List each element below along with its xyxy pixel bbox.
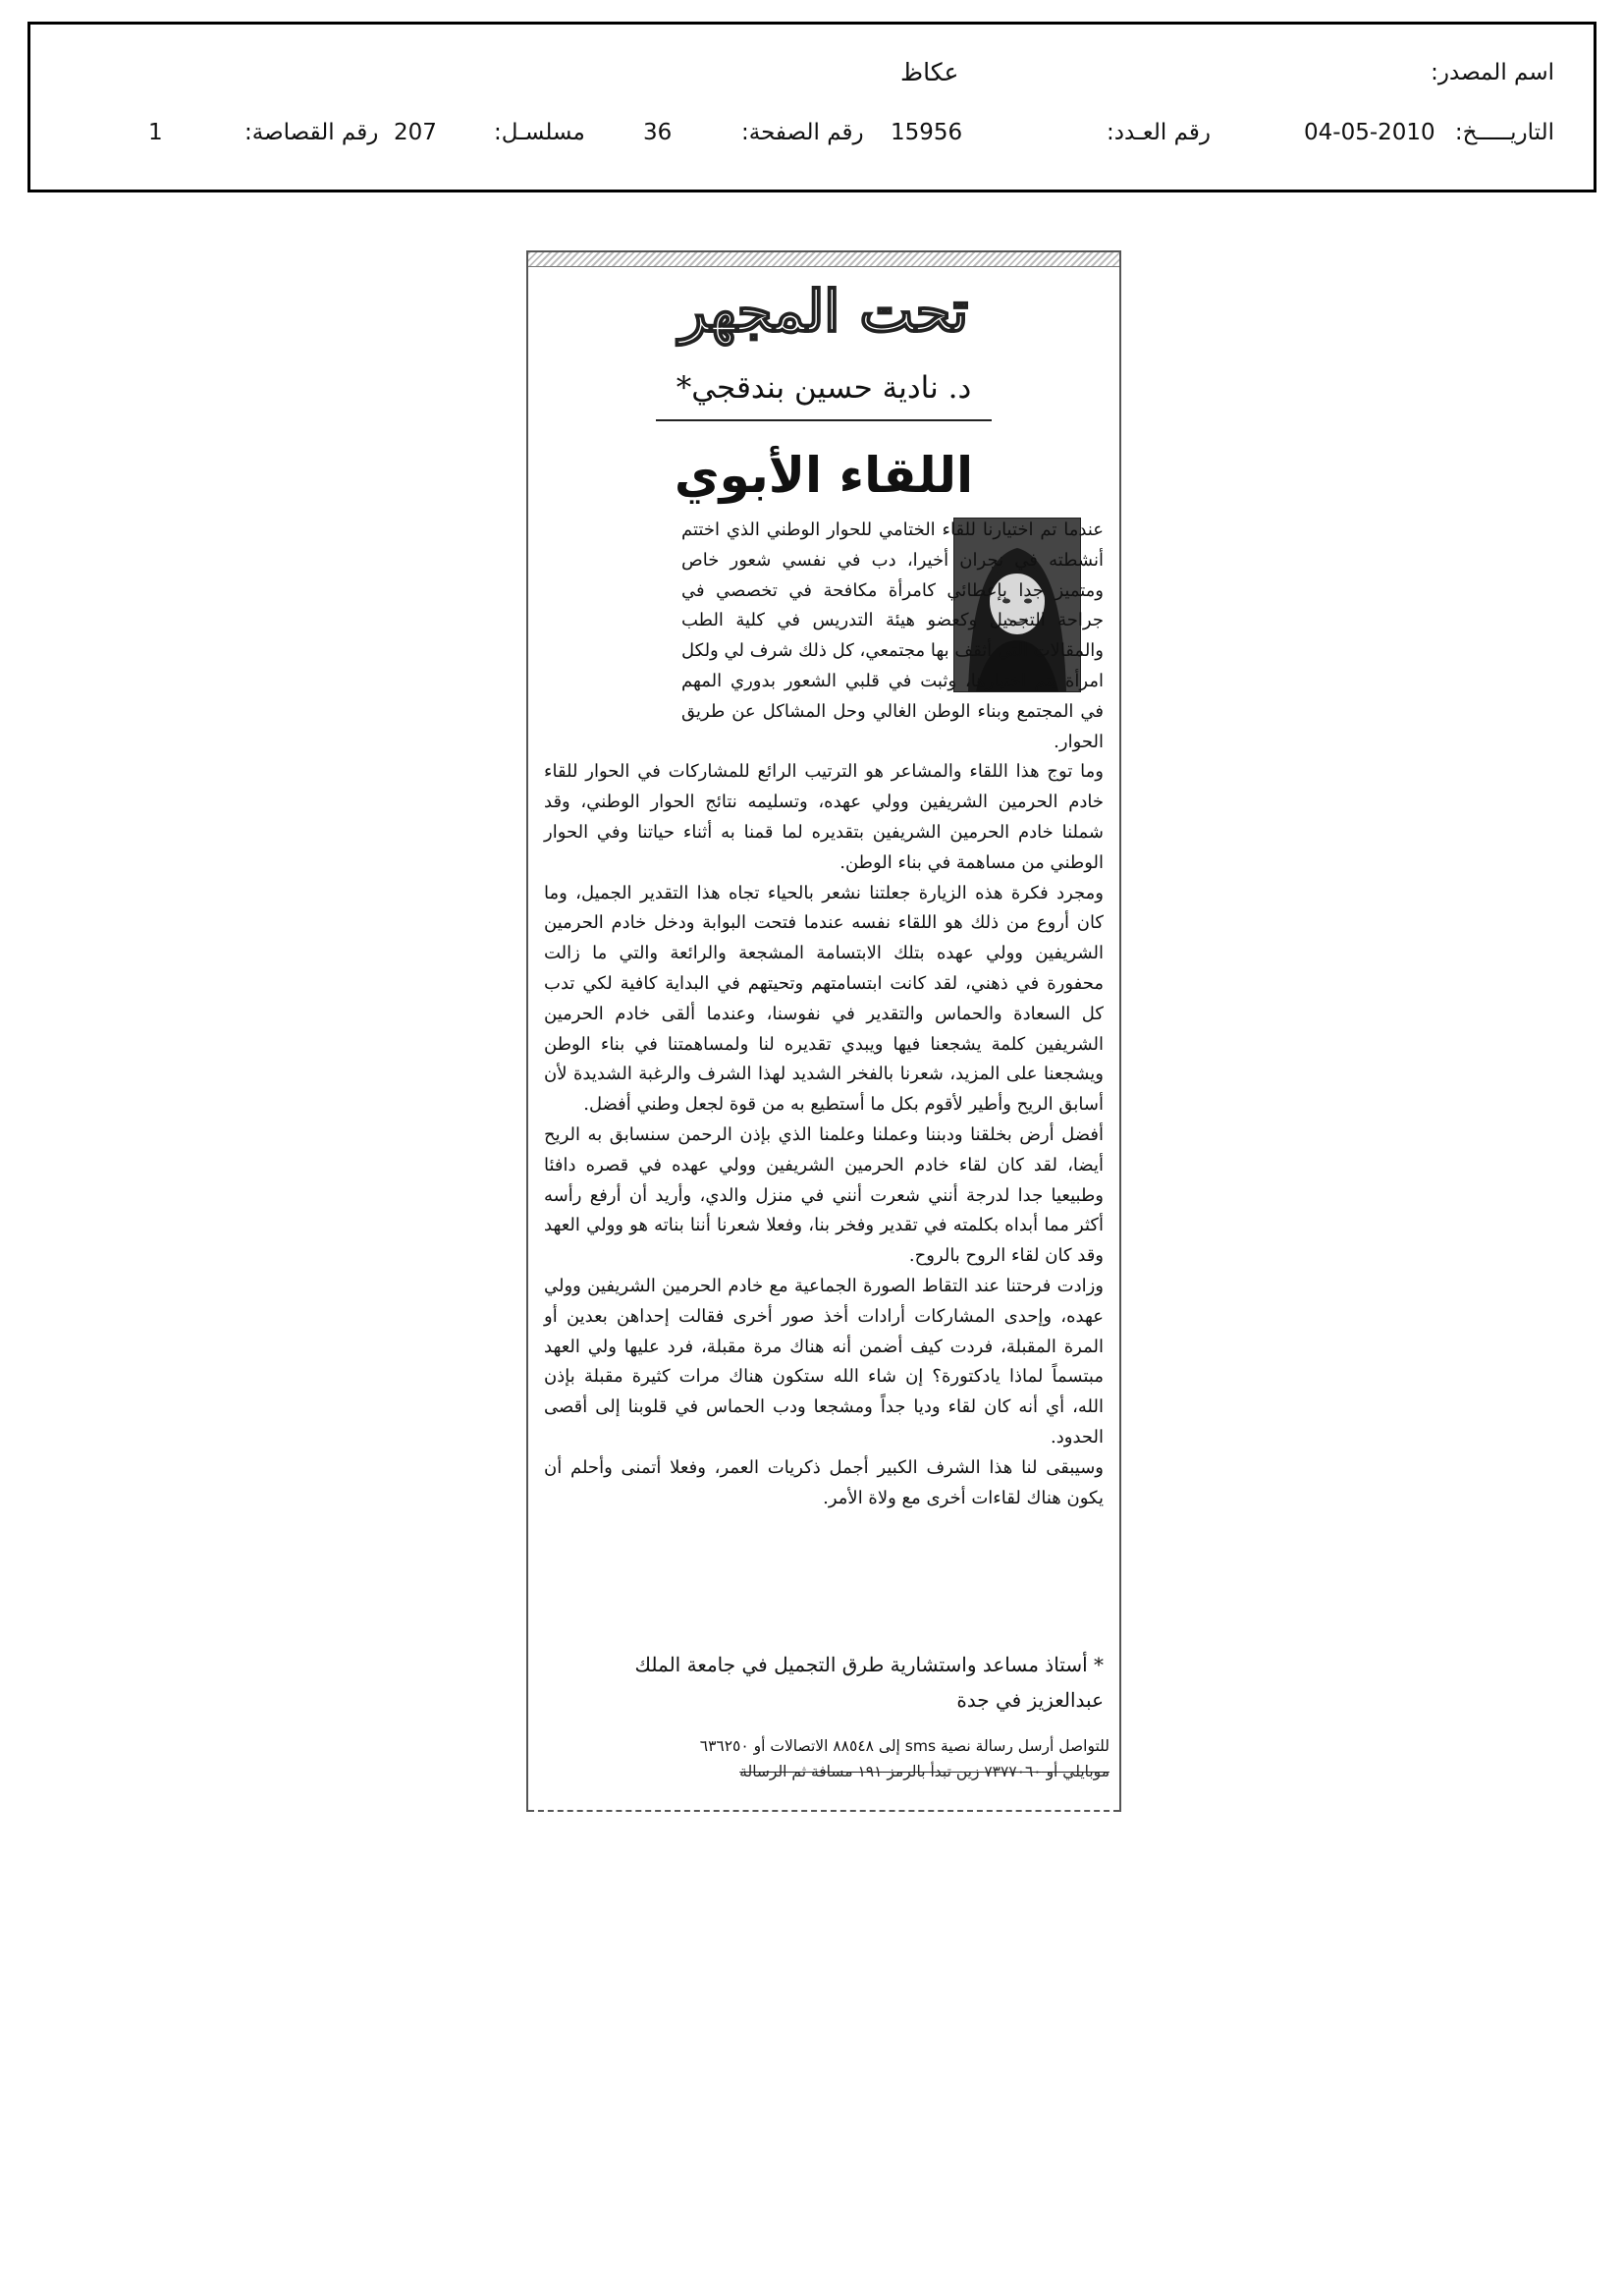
page-label: رقم الصفحة: (741, 120, 864, 145)
clipping-top-band (528, 252, 1119, 267)
date-label: التاريـــــخ: (1454, 120, 1554, 145)
header-box (27, 22, 1596, 192)
paragraph: عندما تم اختيارنا للقاء الختامي للحوار الوطني الذي اختتم أنشطته في نجران أخيرا، دب في نفسي شعور خاص ومتميز جدا بإعطائي كامرأة مكافحة في تخصصي في جراحة التجميل وكعضو هيئة التدريس في كلية الطب والمقالات التي أثقف بها مجتمعي، كل ذلك شرف لي ولكل امرأة يتم اختيارها، وثبت في قلبي الشعور بدوري المهم في المجتمع وبناء الوطن الغالي وحل المشاكل عن طريق الحوار. (681, 519, 1104, 752)
issue-label: رقم العـدد: (1107, 120, 1212, 145)
divider (656, 419, 992, 421)
clip-label: رقم القصاصة: (244, 120, 379, 145)
paragraph: وما توج هذا اللقاء والمشاعر هو الترتيب الرائع للمشاركات في الحوار للقاء خادم الحرمين الشريفين وولي عهده، وتسليمه نتائج الحوار الوطني، وقد شملنا خادم الحرمين الشريفين بتقديره لما قمنا به أثناء حياتنا وفي الحوار الوطني من مساهمة في بناء الوطن. (544, 761, 1104, 873)
page-value: 36 (643, 120, 673, 145)
column-title: تحت المجهر (678, 278, 969, 345)
newspaper-clipping (526, 250, 1121, 1812)
author-footnote: * أستاذ مساعد واستشارية طرق التجميل في جامعة الملك عبدالعزيز في جدة (634, 1653, 1104, 1712)
clipping-bottom-edge (528, 1804, 1119, 1812)
author-byline: د. نادية حسين بندقجي* (676, 370, 972, 406)
paragraph: وزادت فرحتنا عند التقاط الصورة الجماعية مع خادم الحرمين الشريفين وولي عهده، وإحدى المشاركات أرادات أخذ صور أخرى فقالت إحداهن بعدين أو المرة المقبلة، فردت كيف أضمن أنه هناك مرة مقبلة، فرد عليها ولي العهد مبتسماً لماذا يادكتورة؟ إن شاء الله ستكون هناك مرات كثيرة مقبلة بإذن الله، أي أنه كان لقاء وديا جداً ومشجعا ودب الحماس في قلوبنا إلى أقصى الحدود. (544, 1275, 1104, 1448)
contact-info (538, 1733, 1109, 1784)
article-title: اللقاء الأبوي (674, 447, 974, 504)
serial-value: 207 (394, 120, 437, 145)
source-label: اسم المصدر: (1431, 60, 1554, 85)
paragraph: ومجرد فكرة هذه الزيارة جعلتنا نشعر بالحياء تجاه هذا التقدير الجميل، وما كان أروع من ذلك هو اللقاء نفسه عندما فتحت البوابة ودخل خادم الحرمين الشريفين وولي عهده بتلك الابتسامة المشجعة والرائعة والتي ما زالت محفورة في ذهني، لقد كانت ابتسامتهم وتحيتهم في البداية كافية لكي تدب كل السعادة والحماس والتقدير في نفوسنا، وعندما ألقى خادم الحرمين الشريفين كلمة يشجعنا فيها ويبدي تقديره لنا ولمساهمتنا في بناء الوطن ويشجعنا على المزيد، شعرنا بالفخر الشديد لهذا الشرف والرغبة الشديدة لأن أسابق الريح وأطير لأقوم بكل ما أستطيع به من قوة لجعل وطني أفضل. (544, 882, 1104, 1116)
paragraph: أفضل أرض بخلقنا ودبننا وعملنا وعلمنا الذي بإذن الرحمن سنسابق به الريح أيضا، لقد كان لقاء خادم الحرمين الشريفين وولي عهده في قصره دافئا وطبيعيا جدا لدرجة أنني شعرت أنني في منزل والدي، وأريد أن أرفع رأسه أكثر مما أبداه بكلمته في تقدير وفخر بنا، وفعلا شعرنا أننا بناته هو وولي العهد وقد كان لقاء الروح بالروح. (544, 1123, 1104, 1267)
serial-label: مسلسـل: (494, 120, 585, 145)
contact-line: موبايلي أو ٧٣٧٧٠٦٠ زين تبدأ بالرمز ١٩١ مسافة ثم الرسالة (739, 1763, 1109, 1780)
paragraph: وسيبقى لنا هذا الشرف الكبير أجمل ذكريات العمر، وفعلا أتمنى وأحلم أن يكون هناك لقاءات أخرى مع ولاة الأمر. (544, 1456, 1104, 1508)
source-value: عكاظ (900, 58, 959, 86)
contact-line: للتواصل أرسل رسالة نصية sms إلى ٨٨٥٤٨ الاتصالات أو ٦٣٦٢٥٠ (699, 1737, 1109, 1755)
date-value: 04-05-2010 (1304, 120, 1435, 145)
clip-value: 1 (148, 120, 163, 145)
issue-value: 15956 (891, 120, 963, 145)
article-body (544, 516, 1104, 1513)
